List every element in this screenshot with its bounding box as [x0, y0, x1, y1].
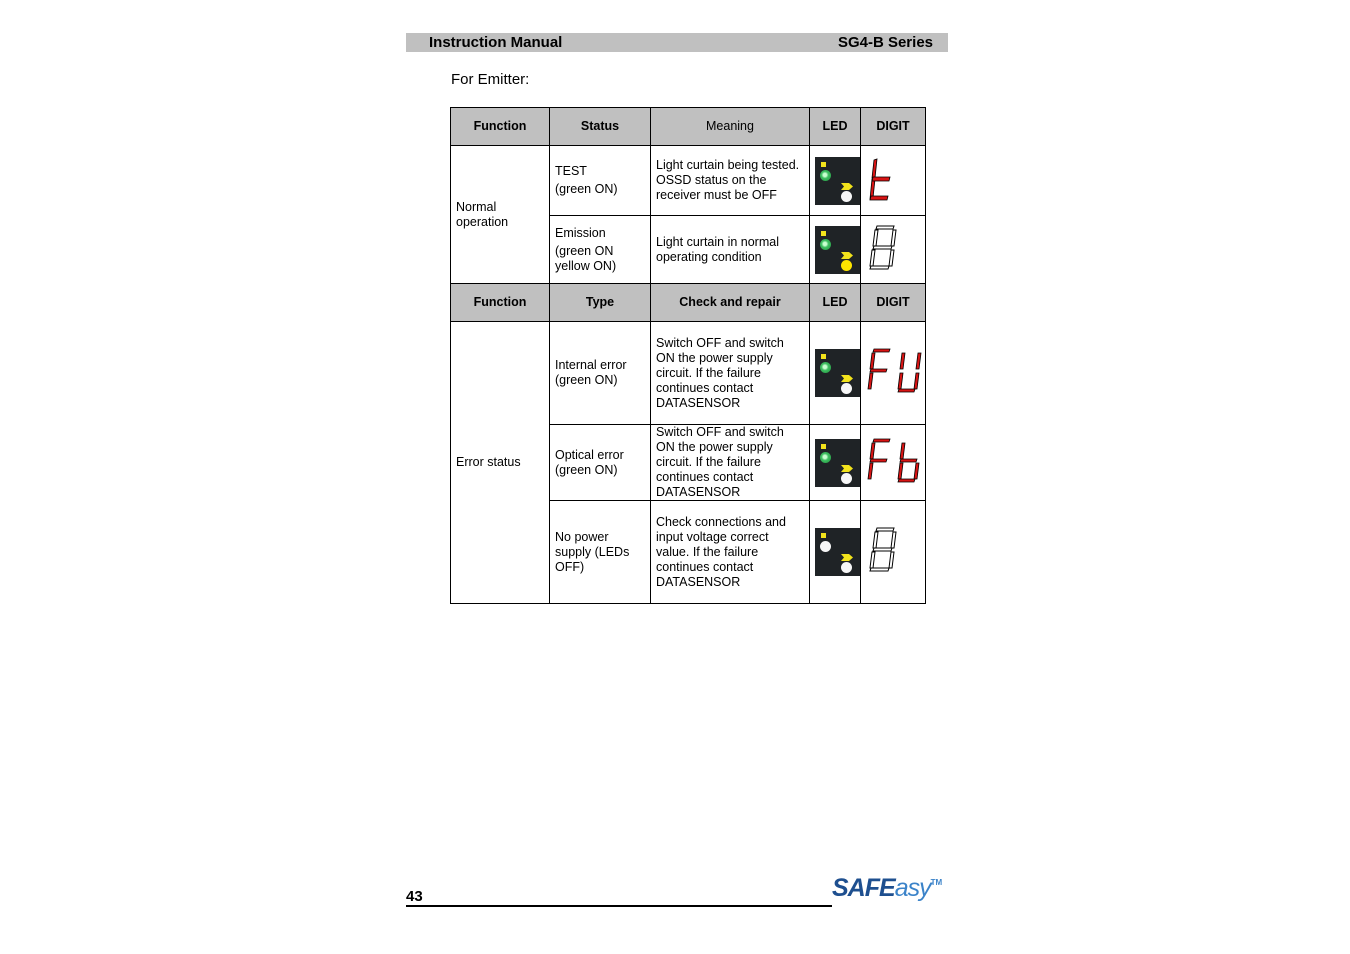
- meaning-cell: Light curtain being tested. OSSD status on the receiver must be OFF: [651, 146, 810, 216]
- led-indicator-icon: [815, 157, 860, 205]
- digit-fu-icon: [866, 347, 926, 395]
- col-check: Check and repair: [651, 284, 810, 322]
- type-cell: No power supply (LEDs OFF): [550, 501, 651, 604]
- function-normal: Normal operation: [451, 146, 550, 284]
- col-led: LED: [810, 284, 861, 322]
- status-cell: [550, 146, 651, 216]
- col-digit: DIGIT: [861, 284, 926, 322]
- status-subtext: (green ON yellow ON): [555, 243, 617, 273]
- led-indicator-icon: [815, 439, 860, 487]
- footer-rule: [406, 905, 832, 907]
- logo-tm: TM: [930, 878, 943, 887]
- table-header-row: [451, 284, 926, 322]
- type-cell: Internal error (green ON): [550, 322, 651, 425]
- col-function: Function: [451, 108, 550, 146]
- col-type: Type: [550, 284, 651, 322]
- col-meaning: Meaning: [651, 108, 810, 146]
- digit-cell: [861, 322, 926, 425]
- col-function: Function: [451, 284, 550, 322]
- led-cell: [810, 146, 861, 216]
- table-row: [451, 146, 926, 216]
- page-header: [406, 33, 948, 52]
- digit-cell: [861, 146, 926, 216]
- col-status: Status: [550, 108, 651, 146]
- check-cell: Check connections and input voltage correct value. If the failure continues contact DATASENSOR: [651, 501, 810, 604]
- function-error: Error status: [451, 322, 550, 604]
- digit-cell: [861, 425, 926, 501]
- col-digit: DIGIT: [861, 108, 926, 146]
- logo-asy: asy: [894, 874, 931, 902]
- led-indicator-icon: [815, 528, 860, 576]
- led-cell: [810, 216, 861, 284]
- digit-cell: [861, 216, 926, 284]
- col-led: LED: [810, 108, 861, 146]
- led-indicator-icon: [815, 226, 860, 274]
- header-series: SG4-B Series: [837, 34, 933, 51]
- digit-8-icon: [866, 526, 926, 574]
- digit-8-icon: [866, 224, 926, 272]
- logo-safe: SAFE: [832, 874, 895, 902]
- digit-fb-icon: [866, 437, 926, 485]
- check-cell: Switch OFF and switch ON the power supply circuit. If the failure continues contact DATASENSOR: [651, 322, 810, 425]
- table-header-row: [451, 108, 926, 146]
- status-subtext: (green ON): [555, 182, 618, 196]
- page-number: 43: [406, 888, 423, 905]
- led-indicator-icon: [815, 349, 860, 397]
- digit-t-icon: [866, 155, 926, 203]
- section-title: For Emitter:: [451, 71, 530, 88]
- safeasy-logo: [832, 874, 942, 903]
- check-cell: Switch OFF and switch ON the power supply circuit. If the failure continues contact DATASENSOR: [651, 425, 810, 501]
- digit-cell: [861, 501, 926, 604]
- emitter-status-table: [450, 107, 926, 604]
- status-text: TEST: [555, 164, 587, 178]
- led-cell: [810, 501, 861, 604]
- meaning-cell: Light curtain in normal operating condition: [651, 216, 810, 284]
- header-title: Instruction Manual: [429, 34, 563, 51]
- status-text: Emission: [555, 225, 606, 240]
- led-cell: [810, 425, 861, 501]
- status-cell: [550, 216, 651, 284]
- table-row: [451, 322, 926, 425]
- type-cell: Optical error (green ON): [550, 425, 651, 501]
- led-cell: [810, 322, 861, 425]
